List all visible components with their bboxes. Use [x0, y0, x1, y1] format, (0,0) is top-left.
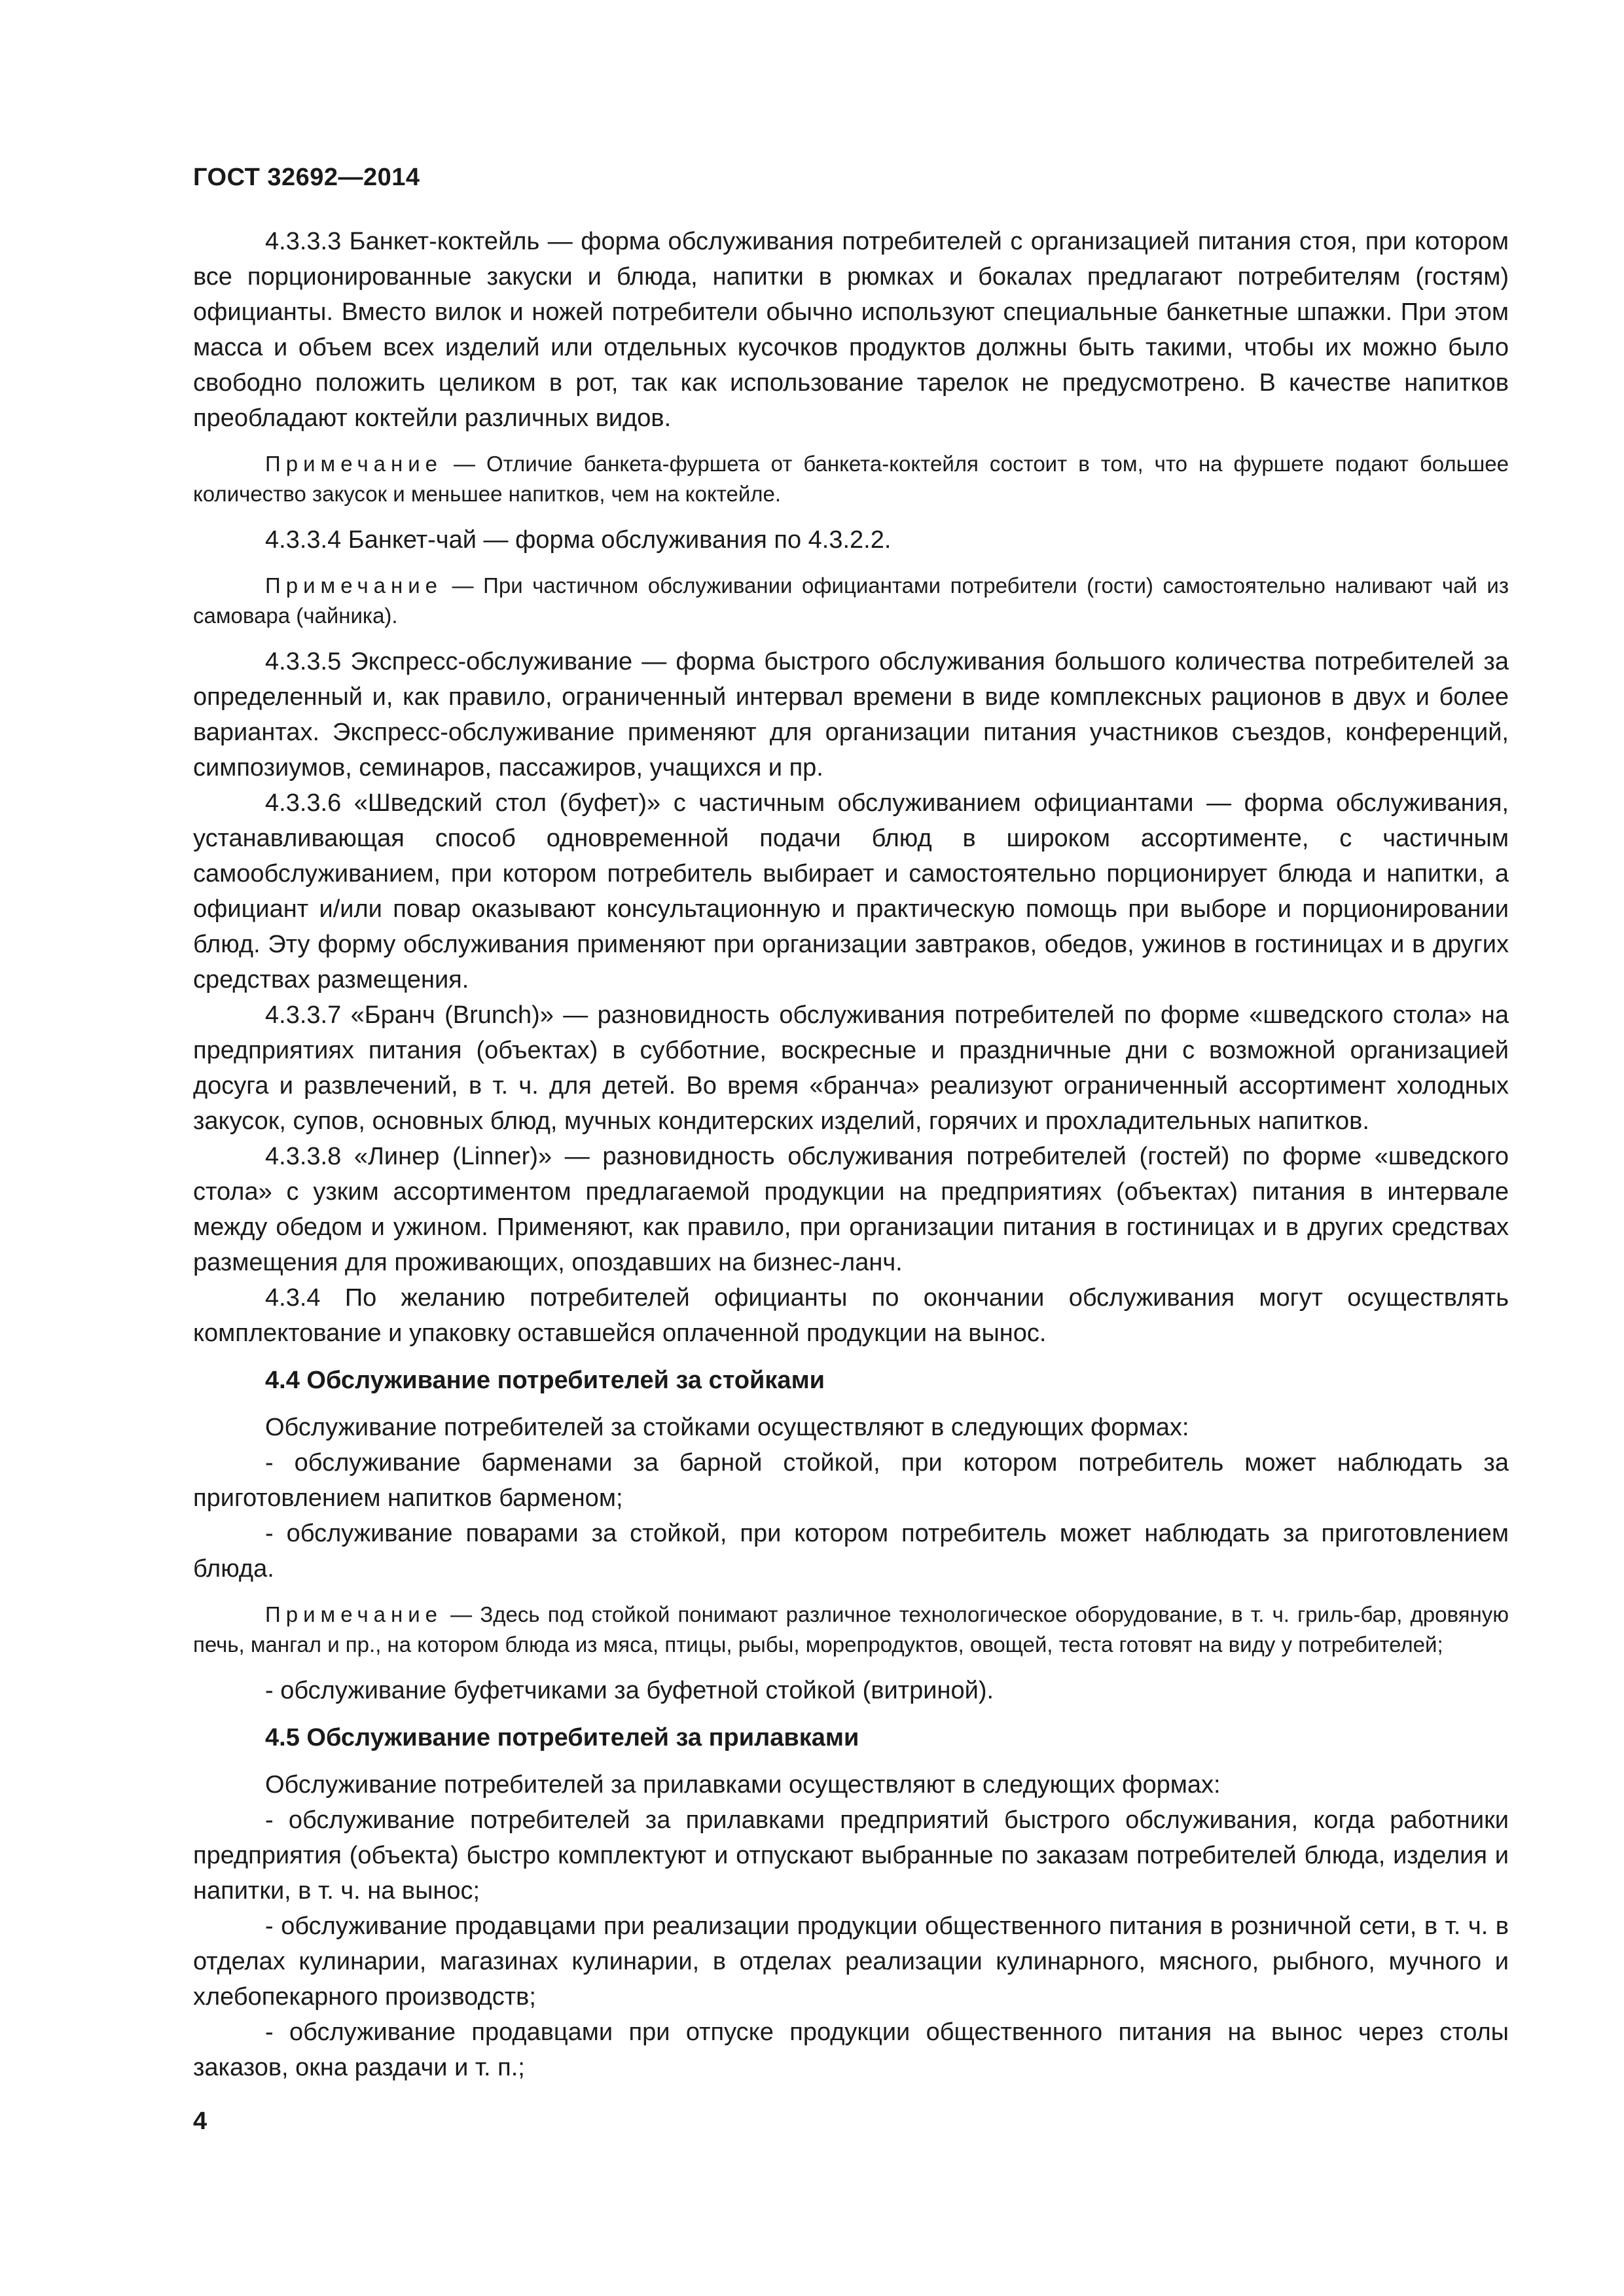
paragraph-4-3-3-6: 4.3.3.6 «Шведский стол (буфет)» с частичным обслуживанием официантами — форма обслуживания, устанавливающая способ одновременной подачи блюд в широком ассортименте, с частичным самообслуживанием, при котором потребитель выбирает и самостоятельно порционирует блюда и напитки, а официант и/или повар оказывают консультационную и практическую помощь при выборе и порционировании блюд. Эту форму обслуживания применяют при организации завтраков, обедов, ужинов в гостиницах и в других средствах размещения. [193, 789, 1509, 994]
section-4-5-item: - обслуживание потребителей за прилавками предприятий быстрого обслуживания, когда работники предприятия (объекта) быстро комплектуют и отпускают выбранные по заказам потребителей блюда, изделия и напитки, в т. ч. на вынос; [193, 1806, 1509, 1905]
paragraph-4-3-4: 4.3.4 По желанию потребителей официанты по окончании обслуживания могут осуществлять комплектование и упаковку оставшейся оплаченной продукции на вынос. [193, 1284, 1509, 1347]
section-heading-4-5: 4.5 Обслуживание потребителей за прилавками [265, 1724, 859, 1751]
paragraph-4-3-3-7: 4.3.3.7 «Бранч (Brunch)» — разновидность обслуживания потребителей по форме «шведского стола» на предприятиях питания (объектах) в субботние, воскресные и праздничные дни с возможной организацией досуга и развлечений, в т. ч. для детей. Во время «бранча» реализуют ограниченный ассортимент холодных закусок, супов, основных блюд, мучных кондитерских изделий, горячих и прохладительных напитков. [193, 1001, 1509, 1135]
section-4-5-item: - обслуживание продавцами при реализации продукции общественного питания в розничной сети, в т. ч. в отделах кулинарии, магазинах кулинарии, в отделах реализации кулинарного, мясного, рыбного, мучного и хлебопекарного производств; [193, 1912, 1509, 2011]
paragraph-4-3-3-5: 4.3.3.5 Экспресс-обслуживание — форма быстрого обслуживания большого количества потребителей за определенный и, как правило, ограниченный интервал времени в виде комплексных рационов в двух и более вариантах. Экспресс-обслуживание применяют для организации питания участников съездов, конференций, симпозиумов, семинаров, пассажиров, учащихся и пр. [193, 648, 1509, 781]
note-text: — Отличие банкета-фуршета от банкета-коктейля состоит в том, что на фуршете подают большее количество закусок и меньшее напитков, чем на коктейле. [193, 452, 1509, 506]
note-banquet-tea [193, 571, 1509, 631]
note-banquet-cocktail [193, 449, 1509, 509]
section-4-4-intro: Обслуживание потребителей за стойками осуществляют в следующих формах: [265, 1414, 1189, 1441]
document-page [193, 0, 1509, 2296]
section-4-4-item: - обслуживание барменами за барной стойкой, при котором потребитель может наблюдать за приготовлением напитков барменом; [193, 1449, 1509, 1512]
paragraph-4-3-3-3: 4.3.3.3 Банкет-коктейль — форма обслуживания потребителей с организацией питания стоя, при котором все порционированные закуски и блюда, напитки в рюмках и бокалах предлагают потребителям (гостям) официанты. Вместо вилок и ножей потребители обычно используют специальные банкетные шпажки. При этом масса и объем всех изделий или отдельных кусочков продуктов должны быть такими, чтобы их можно было свободно положить целиком в рот, так как использование тарелок не предусмотрено. В качестве напитков преобладают коктейли различных видов. [193, 228, 1509, 432]
section-4-4-item: - обслуживание буфетчиками за буфетной стойкой (витриной). [265, 1677, 994, 1704]
page-number: 4 [193, 2108, 208, 2135]
paragraph-4-3-3-8: 4.3.3.8 «Линер (Linner)» — разновидность обслуживания потребителей (гостей) по форме «шведского стола» с узким ассортиментом предлагаемой продукции на предприятиях (объектах) питания в интервале между обедом и ужином. Применяют, как правило, при организации питания в гостиницах и в других средствах размещения для проживающих, опоздавших на бизнес-ланч. [193, 1143, 1509, 1276]
section-4-5-item: - обслуживание продавцами при отпуске продукции общественного питания на вынос через столы заказов, окна раздачи и т. п.; [193, 2018, 1509, 2081]
note-label: Примечание [265, 1602, 443, 1626]
note-label: Примечание [265, 573, 443, 598]
document-body [193, 224, 1509, 2085]
document-code-header: ГОСТ 32692—2014 [193, 164, 420, 191]
section-heading-4-4: 4.4 Обслуживание потребителей за стойками [265, 1367, 825, 1394]
section-4-5-intro: Обслуживание потребителей за прилавками осуществляют в следующих формах: [265, 1771, 1221, 1799]
paragraph-4-3-3-4: 4.3.3.4 Банкет-чай — форма обслуживания по 4.3.2.2. [265, 526, 892, 554]
note-text: — При частичном обслуживании официантами потребители (гости) самостоятельно наливают чай из самовара (чайника). [193, 573, 1509, 628]
note-counter-equipment [193, 1600, 1509, 1660]
note-label: Примечание [265, 452, 443, 476]
note-text: — Здесь под стойкой понимают различное технологическое оборудование, в т. ч. гриль-бар, дровяную печь, мангал и пр., на котором блюда из мяса, птицы, рыбы, морепродуктов, овощей, теста готовят на виду у потребителей; [193, 1602, 1509, 1657]
section-4-4-item: - обслуживание поварами за стойкой, при котором потребитель может наблюдать за приготовлением блюда. [193, 1520, 1509, 1583]
